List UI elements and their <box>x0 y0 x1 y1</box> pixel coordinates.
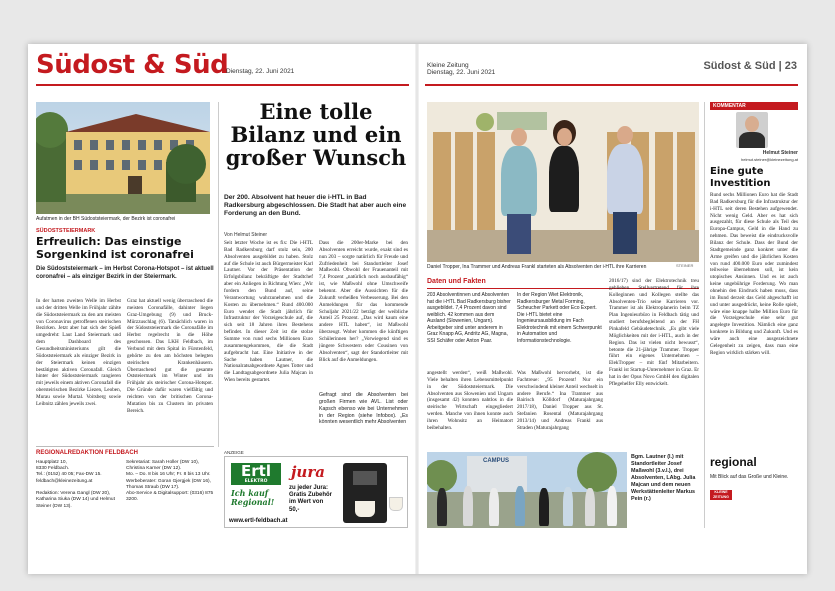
redaktion-title: REGIONALREDAKTION FELDBACH <box>36 450 138 456</box>
article2-byline: Von Helmut Steiner <box>224 232 268 238</box>
redaktion-rule <box>36 446 214 447</box>
article1-headline: Erfreulich: Das einstige Sorgenkind ist coronafrei <box>36 235 194 261</box>
article2-column-5: 2016/17) sind der Elektrotechnik treu geblieben. Stellvertretend für ihre Kolleginnen und Kollegen stellte das Absolventen-Trio seine Karrieren vor. Trammer ist als Elektroplanerin beim TZ Plan Ingenieurbüro in Feldbach tätig und studiert berufsbegleitend an der FH Pinkafeld Gebäudetechnik. „Es gibt viele Möglichkeiten mit der i-HTL, auch in der Region. Das ist vielen nicht bewusst“, betonte die 21-jährige Trammer. Tropper führt ein eigenes Unternehmen – ElekTropper – mit fünf Mitarbeitern. Frankl ist Startup-Unternehmer in Graz. Er hat in der Opus Novo GmbH den digitalen Pflegehelfer Elly entwickelt. <box>609 278 699 387</box>
comment-email: helmut.steiner@kleinezeitung.at <box>741 157 798 162</box>
coffee-cup-image <box>389 497 403 511</box>
regional-title: regional <box>710 455 757 469</box>
campus-sign: CAMPUS <box>483 458 510 464</box>
comment-author: Helmut Steiner <box>762 150 798 156</box>
article2-column-2: Dass die 200er-Marke bei den Absolventen erreicht wurde, exakt sind es nun 203 – sorgte natürlich für Freude und Zufriedenheit bei Standortleiter Josef Maßwohl. Obwohl der Frauenanteil mit 7,4 Prozent „natürlich noch ausbaufähig“ ist, wie Maßwohl ohne Umschweife bekennt. Aber die Aussichten für die Zukunft verheißen Verbesserung. Bei den Anmeldungen für das kommende Schuljahr 2021/22 beträgt der weibliche Anteil 25 Prozent. „Das wird kaum eine andere HTL haben“, ist Maßwohl überzeugt. Woher kommen die künftigen Schülerinnen her? „Vorwiegend sind es jüngere Schwestern oder Cousinen von Absolventen“, sagt der Standortleiter mit Blick auf die Anmeldungen. <box>319 240 408 363</box>
article1-kicker: SÜDOSTSTEIERMARK <box>36 228 96 234</box>
regional-subtitle: Mit Blick auf das Große und Kleine. <box>710 474 789 480</box>
article2-lead: Der 200. Absolvent hat heuer die i-HTL in Bad Radkersburg abgeschlossen. Die Stadt hat aber auch eine Forderung an den Bund. <box>224 194 407 218</box>
jura-logo: jura <box>291 463 325 481</box>
group-photo-caption: Bgm. Lautner (l.) mit Standortleiter Josef Maßwohl (3.v.l.), drei Absolventen, LAbg. Julia Majcan und dem neuen Werkstättenleiter Markus Pein (r.) <box>631 454 696 503</box>
bh-building-photo <box>36 102 210 214</box>
article1-column-2: Graz hat aktuell wenig überraschend die meisten Coronafälle, dahinter liegen Graz-Umgebung (9) und Bruck-Mürzzuschlag (6). Tatsächlich waren in der Südoststeiermark die Coronafälle im Herbst regelrecht in die Höhe geschossen. Das LKH Feldbach, im Verbund mit dem Spital in Fürstenfeld, gehörte zu den am höchsten belegten steirischen Krankenhäusern. Überraschend gut die gesamte Oststeiermark im Winter und im Frühjahr als steirischer Corona-Hotspot. Die Gründe dafür waren vielfältig und reichten von der britischen Corona-Mutation bis zu Clustern im privaten Bereich. <box>127 298 213 414</box>
left-header-rule <box>36 84 409 86</box>
article2-column-4: Was Maßwohl hervorhebt, ist die Fachtreue: „95 Prozent! Nur ein verschwindend kleiner Anteil wechselt in andere Berufe.“ Ina Trammer aus Bairisch Kölldorf (Maturajahrgang 2017/18), Daniel Tropper aus St. Stefanien Rosental (Maturajahrgang 2013/14) und Andreas Frankl aus Straden (Maturajahrgang <box>517 370 603 431</box>
ad-url: www.ertl-feldbach.at <box>229 518 288 524</box>
infobox-column-1: 203 Absolventinnen und Absolventen hat die i-HTL Bad Radkersburg bisher ausgebildet. 7,4 Prozent davon sind weiblich. 42 kommen aus dem Ausland (Slowenien, Ungarn). Arbeitgeber sind unter anderem in Graz Knapp AG, Andritz AG, Magna, SSI Schäfer oder Anton Paar. <box>427 292 511 344</box>
redaktion-address: Hauptplatz 10, 8330 Feldbach. Tel.: (0152) 40 05; Fax-DW 15. feldbach@kleinezeitung.at Redaktion: Verena Gangl (DW 20), Katharina Siuka (DW 14) und Helmut Steiner (DW 13). <box>36 460 115 509</box>
article1-lead: Die Südoststeiermark – im Herbst Corona-Hotspot – ist aktuell coronafrei – als einziger Bezirk in der Steiermark. <box>36 266 214 280</box>
ad-label: ANZEIGE <box>224 450 244 455</box>
left-date: Dienstag, 22. Juni 2021 <box>226 68 295 75</box>
page-fold <box>415 44 419 574</box>
author-portrait <box>736 112 768 148</box>
newspaper-spread <box>28 44 807 574</box>
article1-column-1: In der harten zweiten Welle im Herbst und der dritten Welle im Frühjahr zählte die Südoststeiermark zu den am meisten von Coronavirus getroffenen steirischen Bezirken. Jetzt aber hat sich der Spieß umgedreht: Laut Land Steiermark und dem Dashboard des Gesundheitsministeriums gilt die Südoststeiermark als einziger Bezirk in der Steiermark keinen einzigen bestätigten aktiven Coronafall. Gleich hinter der Südoststeiermark rangieren mit jeweils einem aktiven Coronafall die obersteirischen Bezirke Liezen, Leoben, Murau sowie Murtal. Voitsberg sowie Leibnitz zählen jeweils zwei. <box>36 298 121 407</box>
redaktion-contacts: Sekretariat: Sarah Holler (DW 10), Christina Karner (DW 12). Mo. – Do. 8 bis 16 Uhr; Fr. 8 bis 13 Uhr. Werbeberater: Goran Gjergjek (DW 16), Thomas Straub (DW 17). Abo-Service & Digitalsupport: (0316) 875 3200. <box>126 460 214 503</box>
left-section-title: Südost & Süd <box>36 50 229 80</box>
graduates-photo-caption: Daniel Tropper, Ina Trammer und Andreas Frankl starteten als Absolventen der i-HTL ihre Karrieren <box>427 264 647 270</box>
right-paper-name: Kleine Zeitung <box>427 62 469 69</box>
ad-slogan: Ich kauf Regional! <box>231 488 275 507</box>
photo-credit: STEINER <box>676 263 694 268</box>
infobox-column-2: In der Region Wiet Elektronik, Radkersburger Metal Forming, Scheucher Parkett oder Eco Expert. Die i-HTL bietet eine Ingenieursausbildung im Fach Elektrotechnik mit einem Schwerpunkt in Automation und Informationstechnologie. <box>517 292 602 344</box>
infobox-title: Daten und Fakten <box>427 278 486 285</box>
graduates-photo <box>427 102 699 262</box>
kleine-zeitung-logo: KLEINE ZEITUNG <box>710 490 732 500</box>
comment-title: Eine gute Investition <box>710 166 771 189</box>
comment-body: Rund sechs Millionen Euro hat die Stadt Bad Radkersburg für die Infrastruktur der i-HTL seit deren Bestehen aufgewendet. Nicht wenig Geld. Aber es hat sich ausgezahlt, für diese Schule als Teil des Europa-Campus, Geld in die Hand zu nehmen. Das beweist die eindrucksvolle Bilanz der Schule. Dass der Bund der Stadtgemeinde ganz konkret unter die Arme greifen und die jährlichen Kosten von rund 400.000 Euro oder zumindest teilweise übernehmen soll, ist kein utopisches Ansinnen. Und es ist auch keine ungebührige Forderung. Wo man ohnehin den Eindruck haben muss, dass im Bund derzeit das Geld abgeschafft ist und unter ausgedrückt, keine Rolle spielt, wäre eine knappe halbe Million Euro für die Vorzeigeschule eine sehr gut angelegte Investition. Nämlich eine ganz konkrete in Bildung und Zukunft. Und es wäre auch eine ausgezeichnete Gelegenheit zu zeigen, dass man eine Region wirklich stärken will. <box>710 192 798 356</box>
comment-divider <box>704 102 705 528</box>
bh-photo-caption: Aufatmen in der BH Südoststeiermark, der Bezirk ist coronafrei <box>36 216 176 222</box>
group-photo <box>427 452 627 528</box>
comment-label: KOMMENTAR <box>710 102 798 110</box>
right-header-rule <box>425 84 798 86</box>
right-date: Dienstag, 22. Juni 2021 <box>427 69 496 76</box>
ertl-logo: Ertl ELEKTRO <box>231 463 281 485</box>
article2-headline: Eine tolle Bilanz und ein großer Wunsch <box>225 99 407 171</box>
ertl-advertisement[interactable] <box>224 456 408 528</box>
column-divider <box>218 102 219 447</box>
article2-column-2b: Gefragt sind die Absolventen bei großen Firmen wie AVL. List oder Kapsch ebenso wie bei Unternehmen in der Region (siehe Infobox). „Es könnten wesentlich mehr Absolventen <box>319 392 408 426</box>
ad-offer: zu jeder Jura: Gratis Zubehör im Wert von 50,- <box>289 485 333 513</box>
article2-column-1: Seit letzter Woche ist es fix: Die i-HTL Bad Radkersburg darf stolz sein, 200 Absolventen ausgebildet zu haben. Stolz auf die Schule ist auch Bürgermeister Karl Lautner. Vor der Präsentation der Erfolgsbilanz bekräftigte der Stadtchef aber ein Anliegen in Richtung Wien: „Wir fordern den Bund auf, seine Verantwortung wahrzunehmen und die Kosten zu übernehmen.“ Rund 400.000 Euro wendet die Stadt jährlich für Infrastruktur der Vorzeigeschule auf, die sich seit 18 Jahren ihres Bestehens befindet. In dieser Zeit ist die stolze Summe von rund sechs Millionen Euro zusammengekommen, die die Stadt aufgebracht hat. Eine Initiative in der Sache haben Lautner, die Nationalratsabgeordnete Agnes Totter und die Landtagsabgeordnete Julia Majcan in Wien bereits gestartet. <box>224 240 313 384</box>
right-section-title: Südost & Süd | 23 <box>703 60 797 72</box>
coffee-machine-image <box>343 463 387 523</box>
article2-column-3: angestellt werden“, weiß Maßwohl. Viele behalten ihren Lebensmittelpunkt in der Südoststeiermark. Die Absolventen aus Slowenien und Ungarn (insgesamt 42) konnten nahtlos in die steirische Wirtschaft eingegliedert werden. Manche von ihnen konnte auch ihren Wohnsitz an Heimatort beibehalten. <box>427 370 513 431</box>
